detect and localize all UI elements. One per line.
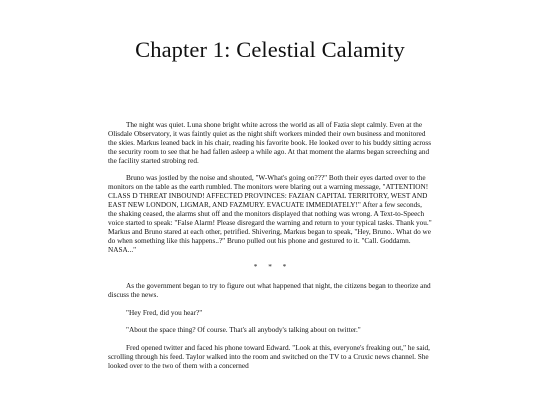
paragraph: Bruno was jostled by the noise and shouted, "W-What's going on???" Both their eyes darted over to the monitors on the table as the earth rumbled. The monitors were blaring out a warning message, "ATTENTION! CLASS D THREAT INBOUND! AFFECTED PROVINCES: FAZIAN CAPITAL TERRITORY, WEST AND EAST NEW LONDON, LIGMAR, AND FAZMURY. EVACUATE IMMEDIATELY!" After a few seconds, the shaking ceased, the alarms shut off and the monitors displayed that nothing was wrong. A Text-to-Speech voice started to speak: "False Alarm! Please disregard the warning and return to your typical tasks. Thank you." Markus and Bruno stared at each other, petrified. Shivering, Markus began to speak, "Hey, Bruno.. What do we do when something like this happens..?" Bruno pulled out his phone and gestured to it. "Call. Goddamn. NASA..." bbox=[108, 174, 432, 254]
chapter-body bbox=[108, 121, 432, 379]
paragraph: Fred opened twitter and faced his phone toward Edward. "Look at this, everyone's freaking out," he said, scrolling through his feed. Taylor walked into the room and switched on the TV to a Cruxic news channel. She looked over to the two of them with a concerned bbox=[108, 343, 430, 370]
paragraph: "About the space thing? Of course. That's all anybody's talking about on twitter." bbox=[126, 326, 361, 335]
scene-break: * * * bbox=[253, 263, 287, 272]
paragraph: "Hey Fred, did you hear?" bbox=[126, 308, 203, 317]
paragraph: As the government began to try to figure out what happened that night, the citizens began to theorize and discuss the news. bbox=[108, 282, 431, 300]
paragraph: The night was quiet. Luna shone bright white across the world as all of Fazia slept calmly. Even at the Olisdale Observatory, it was faintly quiet as the night shift workers minded their own business and monitored the skies. Markus leaned back in his chair, reading his favorite book. He looked over to his buddy sitting across the security room to see that he had fallen asleep a while ago. At that moment the alarms began screeching and the facility started strobing red. bbox=[108, 121, 432, 165]
chapter-title: Chapter 1: Celestial Calamity bbox=[135, 37, 405, 62]
